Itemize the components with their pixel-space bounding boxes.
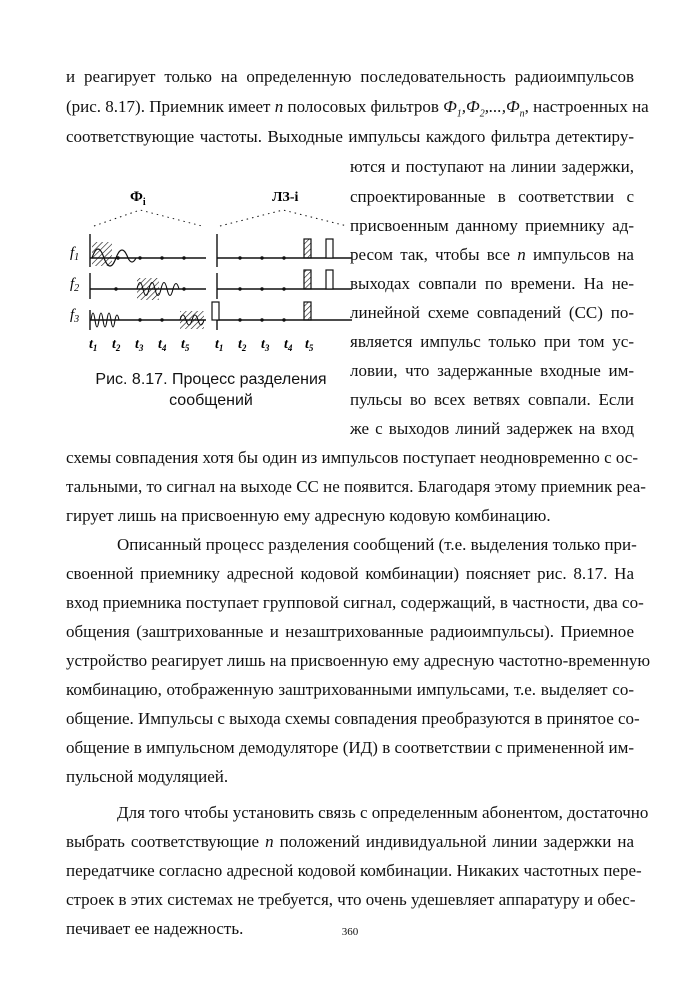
math-ellipsis: ... [488, 97, 502, 116]
time-label: $t_5$ [181, 337, 190, 353]
caption-line: сообщений [169, 392, 253, 409]
text-span: выбрать соответствующие [66, 832, 266, 851]
filters-label: $Ф_i$ [130, 189, 146, 208]
time-label: $t_1$ [215, 337, 224, 353]
text-line [66, 890, 634, 910]
delay-line-label: ЛЗ-i [272, 190, 299, 205]
text-span: пульсы во всех ветвях совпали. Если [350, 390, 634, 409]
text-span: тальными, то сигнал на выходе СС не появится. Благодаря этому приемник реа- [66, 477, 646, 496]
math-phi: Ф [466, 97, 480, 116]
text-span: общение. Импульсы с выхода схемы совпадения преобразуются в принятое со- [66, 709, 640, 728]
text-line [350, 361, 634, 381]
text-span: и реагирует только на определенную последовательность радиоимпульсов [66, 67, 634, 86]
text-span: Описанный процесс разделения сообщений (т.е. выделения только при- [117, 535, 637, 554]
math-sep: , [484, 97, 489, 116]
text-line [66, 709, 640, 729]
hatched-pulse [304, 302, 311, 320]
text-line [66, 622, 634, 642]
math-n: n [274, 97, 284, 116]
text-span: ются и поступают на линии задержки, [350, 157, 634, 176]
math-sub: 1 [456, 108, 462, 120]
text-span: присвоенным данному приемнику ад- [350, 216, 634, 235]
text-line [350, 419, 634, 439]
text-span: выходах совпали по времени. На не- [350, 274, 634, 293]
text-line [66, 67, 634, 87]
text-span: полосовых фильтров [283, 97, 444, 116]
math-sub: n [519, 108, 525, 120]
text-line [66, 861, 642, 881]
plain-pulse [212, 302, 219, 320]
text-line [117, 535, 637, 555]
plain-pulse [326, 239, 333, 258]
text-line [350, 332, 634, 352]
hatched-pulse [137, 278, 159, 300]
hatched-pulse [304, 270, 311, 289]
text-span: комбинацию, отображенную заштрихованными импульсами, т.е. выделяет со- [66, 680, 634, 699]
text-span: положений индивидуальной линии задержки на [273, 832, 634, 851]
text-span: строек в этих системах не требуется, что очень удешевляет аппаратуру и обес- [66, 890, 636, 909]
math-sep: , [461, 97, 467, 116]
filters-brace [94, 210, 202, 226]
text-span: , настроенных на [524, 97, 649, 116]
time-labels-left [89, 337, 190, 353]
text-line [66, 477, 646, 497]
time-label: $t_4$ [158, 337, 167, 353]
text-span: Для того чтобы установить связь с определенным абонентом, достаточно [117, 803, 649, 822]
text-span: спроектированные в соответствии с [350, 187, 634, 206]
text-span: (рис. 8.17). Приемник имеет [66, 97, 275, 116]
row-label-f3: $f_3$ [70, 307, 80, 325]
text-line [350, 245, 634, 265]
text-line [66, 767, 634, 787]
figure-8-17 [60, 188, 355, 368]
text-span: общения (заштрихованные и незаштрихованные радиоимпульсы). Приемное [66, 622, 634, 641]
text-span: своенной приемнику адресной кодовой комбинации) поясняет рис. 8.17. На [66, 564, 634, 583]
text-line [350, 303, 634, 323]
text-span: же с выходов линий задержек на вход [350, 419, 634, 438]
text-line [66, 506, 634, 526]
caption-line: Рис. 8.17. Процесс разделения [95, 371, 327, 388]
text-span: общение в импульсном демодуляторе (ИД) в соответствии с примененной им- [66, 738, 634, 757]
time-label: $t_3$ [261, 337, 270, 353]
text-line [350, 216, 634, 236]
math-sub: 2 [479, 108, 485, 120]
text-line [66, 832, 634, 852]
text-span: передатчике согласно адресной кодовой комбинации. Никаких частотных пере- [66, 861, 642, 880]
text-span: импульсов на [525, 245, 634, 264]
text-span: соответствующие частоты. Выходные импульсы каждого фильтра детектиру- [66, 127, 634, 146]
delay-brace [220, 210, 347, 226]
text-span: является импульс только при том ус- [350, 332, 634, 351]
text-span: устройство реагирует лишь на присвоенную ему адресную частотно-временную [66, 651, 651, 670]
text-span: ресом так, чтобы все [350, 245, 518, 264]
page-number: 360 [341, 926, 359, 938]
text-line [350, 274, 634, 294]
math-phi: Ф [505, 97, 520, 116]
text-line [66, 593, 644, 613]
text-span: линейной схеме совпадений (СС) по- [350, 303, 634, 322]
time-label: $t_4$ [284, 337, 293, 353]
text-span: вход приемника поступает групповой сигнал, содержащий, в частности, два со- [66, 593, 644, 612]
text-line [350, 390, 634, 410]
math-phi: Ф [443, 97, 457, 116]
plain-pulse [326, 270, 333, 289]
text-span: схемы совпадения хотя бы один из импульсов поступает неодновременно с ос- [66, 448, 638, 467]
text-span: печивает ее надежность. [66, 919, 244, 938]
text-line [66, 448, 638, 468]
math-n: n [265, 832, 274, 851]
text-line [117, 803, 649, 823]
time-label: $t_5$ [305, 337, 314, 353]
text-line [66, 738, 634, 758]
math-sep: , [501, 97, 506, 116]
time-labels-right [215, 337, 314, 353]
math-n: n [517, 245, 526, 264]
time-label: $t_2$ [112, 337, 121, 353]
row-label-f2: $f_2$ [70, 276, 80, 294]
figure-caption [66, 369, 356, 411]
filter-list [443, 97, 525, 120]
text-line [350, 157, 634, 177]
text-line [66, 97, 649, 120]
hatched-pulse [304, 239, 311, 258]
text-line [66, 651, 651, 671]
text-line [66, 127, 634, 147]
time-label: $t_2$ [238, 337, 247, 353]
text-span: гирует лишь на присвоенную ему адресную кодовую комбинацию. [66, 506, 551, 525]
text-span: ловии, что задержанные входные им- [350, 361, 634, 380]
text-line [66, 680, 634, 700]
time-label: $t_1$ [89, 337, 98, 353]
time-label: $t_3$ [135, 337, 144, 353]
text-span: пульсной модуляцией. [66, 767, 229, 786]
row-label-f1: $f_1$ [70, 245, 80, 263]
text-line [350, 187, 634, 207]
text-line [66, 564, 634, 584]
